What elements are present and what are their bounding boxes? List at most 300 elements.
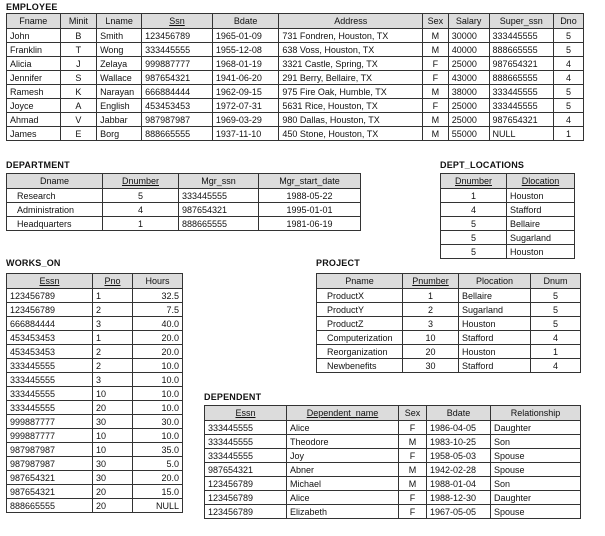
- cell: 453453453: [7, 345, 93, 359]
- cell: 987987987: [7, 443, 93, 457]
- employee-table: [6, 13, 584, 141]
- cell: 999887777: [7, 429, 93, 443]
- project-row: [317, 317, 581, 331]
- dependent-title: DEPENDENT: [204, 392, 262, 402]
- col-header: Sex: [399, 406, 427, 421]
- cell: 5.0: [133, 457, 183, 471]
- cell: 4: [553, 57, 583, 71]
- cell: 888665555: [489, 71, 553, 85]
- cell: Houston: [507, 245, 575, 259]
- cell: 5: [553, 43, 583, 57]
- cell: 1: [553, 127, 583, 141]
- cell: 3: [403, 317, 459, 331]
- works-on-header-row: [7, 274, 183, 289]
- cell: 1937-11-10: [212, 127, 278, 141]
- col-header-key: Essn: [205, 406, 287, 421]
- project-table: [316, 273, 581, 373]
- works-on-row: [7, 387, 183, 401]
- cell: 40000: [448, 43, 489, 57]
- cell: Michael: [287, 477, 399, 491]
- cell: 123456789: [205, 505, 287, 519]
- cell: 10: [93, 387, 133, 401]
- dependent-table: [204, 405, 581, 519]
- cell: 5: [531, 303, 581, 317]
- cell: 987654321: [205, 463, 287, 477]
- cell: 30.0: [133, 415, 183, 429]
- cell: 5: [103, 189, 179, 203]
- cell: M: [423, 85, 449, 99]
- cell: 1981-06-19: [259, 217, 361, 231]
- cell: Son: [491, 477, 581, 491]
- cell: NULL: [133, 499, 183, 513]
- project-header-row: [317, 274, 581, 289]
- cell: T: [60, 43, 96, 57]
- cell: 4: [441, 203, 507, 217]
- cell: Ahmad: [7, 113, 61, 127]
- employee-row: [7, 29, 584, 43]
- cell: Stafford: [507, 203, 575, 217]
- cell: Wong: [97, 43, 142, 57]
- project-row: [317, 331, 581, 345]
- cell: Zelaya: [97, 57, 142, 71]
- cell: Joyce: [7, 99, 61, 113]
- cell: 1: [403, 289, 459, 303]
- cell: 3: [93, 373, 133, 387]
- cell: Stafford: [459, 331, 531, 345]
- employee-title: EMPLOYEE: [6, 2, 58, 12]
- cell: 1965-01-09: [212, 29, 278, 43]
- cell: 30000: [448, 29, 489, 43]
- col-header-key: Dnumber: [441, 174, 507, 189]
- works-on-row: [7, 457, 183, 471]
- cell: 1972-07-31: [212, 99, 278, 113]
- cell: 20: [403, 345, 459, 359]
- cell: 333445555: [205, 449, 287, 463]
- cell: 333445555: [7, 359, 93, 373]
- cell: 5: [553, 29, 583, 43]
- cell: 999887777: [7, 415, 93, 429]
- col-header: Mgr_ssn: [179, 174, 259, 189]
- dependent-header-row: [205, 406, 581, 421]
- cell: M: [423, 29, 449, 43]
- cell: 333445555: [7, 387, 93, 401]
- dept-locations-title: DEPT_LOCATIONS: [440, 160, 525, 170]
- col-header: Minit: [60, 14, 96, 29]
- project-title: PROJECT: [316, 258, 360, 268]
- cell: Sugarland: [459, 303, 531, 317]
- cell: Alice: [287, 491, 399, 505]
- employee-row: [7, 113, 584, 127]
- cell: English: [97, 99, 142, 113]
- cell: 987987987: [142, 113, 213, 127]
- dependent-row: [205, 449, 581, 463]
- cell: 38000: [448, 85, 489, 99]
- cell: 15.0: [133, 485, 183, 499]
- cell: 333445555: [205, 435, 287, 449]
- cell: 32.5: [133, 289, 183, 303]
- cell: ProductX: [317, 289, 403, 303]
- cell: F: [399, 421, 427, 435]
- cell: 975 Fire Oak, Humble, TX: [279, 85, 423, 99]
- cell: Theodore: [287, 435, 399, 449]
- cell: 291 Berry, Bellaire, TX: [279, 71, 423, 85]
- cell: 666884444: [142, 85, 213, 99]
- cell: 123456789: [142, 29, 213, 43]
- cell: Smith: [97, 29, 142, 43]
- works-on-row: [7, 303, 183, 317]
- works-on-row: [7, 317, 183, 331]
- cell: Jabbar: [97, 113, 142, 127]
- cell: ProductZ: [317, 317, 403, 331]
- cell: 333445555: [489, 29, 553, 43]
- cell: Administration: [7, 203, 103, 217]
- project-row: [317, 359, 581, 373]
- cell: Spouse: [491, 505, 581, 519]
- cell: Ramesh: [7, 85, 61, 99]
- cell: 55000: [448, 127, 489, 141]
- cell: 2: [403, 303, 459, 317]
- cell: 10.0: [133, 387, 183, 401]
- cell: Houston: [459, 317, 531, 331]
- cell: 987654321: [7, 471, 93, 485]
- cell: 40.0: [133, 317, 183, 331]
- cell: 450 Stone, Houston, TX: [279, 127, 423, 141]
- dependent-row: [205, 463, 581, 477]
- cell: 333445555: [7, 373, 93, 387]
- cell: Son: [491, 435, 581, 449]
- cell: 638 Voss, Houston, TX: [279, 43, 423, 57]
- cell: 5: [553, 85, 583, 99]
- cell: 987654321: [142, 71, 213, 85]
- cell: 5: [531, 289, 581, 303]
- department-row: [7, 217, 361, 231]
- cell: M: [423, 127, 449, 141]
- cell: M: [399, 477, 427, 491]
- col-header: Bdate: [212, 14, 278, 29]
- dept-locations-header-row: [441, 174, 575, 189]
- cell: Stafford: [459, 359, 531, 373]
- cell: Narayan: [97, 85, 142, 99]
- cell: 20.0: [133, 331, 183, 345]
- cell: 333445555: [7, 401, 93, 415]
- works-on-row: [7, 331, 183, 345]
- col-header-key: Pno: [93, 274, 133, 289]
- cell: 1967-05-05: [427, 505, 491, 519]
- works-on-row: [7, 429, 183, 443]
- cell: 1962-09-15: [212, 85, 278, 99]
- col-header: Hours: [133, 274, 183, 289]
- cell: S: [60, 71, 96, 85]
- dependent-row: [205, 421, 581, 435]
- cell: Daughter: [491, 421, 581, 435]
- cell: 20.0: [133, 471, 183, 485]
- cell: Spouse: [491, 463, 581, 477]
- cell: A: [60, 99, 96, 113]
- col-header: Dname: [7, 174, 103, 189]
- department-row: [7, 189, 361, 203]
- cell: 5: [531, 317, 581, 331]
- cell: Bellaire: [459, 289, 531, 303]
- cell: 30: [93, 457, 133, 471]
- cell: 987654321: [179, 203, 259, 217]
- col-header: Sex: [423, 14, 449, 29]
- employee-row: [7, 71, 584, 85]
- employee-row: [7, 85, 584, 99]
- cell: 1942-02-28: [427, 463, 491, 477]
- dept-locations-row: [441, 245, 575, 259]
- cell: 1988-05-22: [259, 189, 361, 203]
- works-on-row: [7, 359, 183, 373]
- employee-header-row: [7, 14, 584, 29]
- cell: 333445555: [205, 421, 287, 435]
- cell: 10: [403, 331, 459, 345]
- cell: F: [423, 99, 449, 113]
- cell: 4: [553, 113, 583, 127]
- col-header: Super_ssn: [489, 14, 553, 29]
- cell: 30: [93, 415, 133, 429]
- cell: 980 Dallas, Houston, TX: [279, 113, 423, 127]
- cell: 1995-01-01: [259, 203, 361, 217]
- col-header-key: Ssn: [142, 14, 213, 29]
- cell: 10.0: [133, 401, 183, 415]
- cell: 1969-03-29: [212, 113, 278, 127]
- dependent-row: [205, 435, 581, 449]
- cell: 1: [531, 345, 581, 359]
- works-on-row: [7, 415, 183, 429]
- cell: M: [399, 435, 427, 449]
- cell: 123456789: [205, 491, 287, 505]
- cell: F: [399, 449, 427, 463]
- cell: 123456789: [7, 289, 93, 303]
- project-row: [317, 289, 581, 303]
- cell: Jennifer: [7, 71, 61, 85]
- cell: 5631 Rice, Houston, TX: [279, 99, 423, 113]
- cell: 1: [93, 289, 133, 303]
- cell: 888665555: [489, 43, 553, 57]
- cell: 4: [531, 331, 581, 345]
- cell: 1988-12-30: [427, 491, 491, 505]
- cell: 10.0: [133, 373, 183, 387]
- cell: 987654321: [489, 57, 553, 71]
- works-on-row: [7, 471, 183, 485]
- cell: 453453453: [7, 331, 93, 345]
- cell: Research: [7, 189, 103, 203]
- col-header: Mgr_start_date: [259, 174, 361, 189]
- col-header: Address: [279, 14, 423, 29]
- cell: Joy: [287, 449, 399, 463]
- works-on-row: [7, 443, 183, 457]
- cell: 888665555: [142, 127, 213, 141]
- cell: James: [7, 127, 61, 141]
- cell: 333445555: [489, 85, 553, 99]
- cell: 7.5: [133, 303, 183, 317]
- cell: 666884444: [7, 317, 93, 331]
- col-header: Pname: [317, 274, 403, 289]
- cell: Headquarters: [7, 217, 103, 231]
- cell: 888665555: [7, 499, 93, 513]
- employee-row: [7, 127, 584, 141]
- cell: 987654321: [7, 485, 93, 499]
- col-header: Salary: [448, 14, 489, 29]
- cell: 10: [93, 443, 133, 457]
- cell: Computerization: [317, 331, 403, 345]
- col-header: Fname: [7, 14, 61, 29]
- dept-locations-row: [441, 203, 575, 217]
- cell: Alice: [287, 421, 399, 435]
- cell: Abner: [287, 463, 399, 477]
- cell: 4: [553, 71, 583, 85]
- col-header: Plocation: [459, 274, 531, 289]
- cell: Wallace: [97, 71, 142, 85]
- works-on-table: [6, 273, 183, 513]
- works-on-row: [7, 345, 183, 359]
- department-row: [7, 203, 361, 217]
- cell: 1: [441, 189, 507, 203]
- col-header: Bdate: [427, 406, 491, 421]
- cell: Newbenefits: [317, 359, 403, 373]
- cell: 2: [93, 345, 133, 359]
- project-row: [317, 303, 581, 317]
- cell: 123456789: [205, 477, 287, 491]
- cell: Alicia: [7, 57, 61, 71]
- cell: M: [423, 113, 449, 127]
- cell: 3: [93, 317, 133, 331]
- cell: 1: [93, 331, 133, 345]
- cell: 1958-05-03: [427, 449, 491, 463]
- cell: Bellaire: [507, 217, 575, 231]
- cell: ProductY: [317, 303, 403, 317]
- cell: 30: [93, 471, 133, 485]
- cell: 20: [93, 401, 133, 415]
- dept-locations-row: [441, 217, 575, 231]
- cell: Borg: [97, 127, 142, 141]
- cell: 888665555: [179, 217, 259, 231]
- cell: 25000: [448, 57, 489, 71]
- cell: 4: [531, 359, 581, 373]
- cell: 10.0: [133, 429, 183, 443]
- cell: 5: [441, 217, 507, 231]
- cell: 43000: [448, 71, 489, 85]
- cell: F: [423, 57, 449, 71]
- department-title: DEPARTMENT: [6, 160, 70, 170]
- cell: 10.0: [133, 359, 183, 373]
- cell: Houston: [507, 189, 575, 203]
- cell: E: [60, 127, 96, 141]
- cell: J: [60, 57, 96, 71]
- cell: 25000: [448, 113, 489, 127]
- cell: 1988-01-04: [427, 477, 491, 491]
- cell: 333445555: [489, 99, 553, 113]
- cell: 987654321: [489, 113, 553, 127]
- cell: 731 Fondren, Houston, TX: [279, 29, 423, 43]
- cell: 35.0: [133, 443, 183, 457]
- department-table: [6, 173, 361, 231]
- dept-locations-table: [440, 173, 575, 259]
- col-header-key: Essn: [7, 274, 93, 289]
- cell: 1983-10-25: [427, 435, 491, 449]
- cell: 4: [103, 203, 179, 217]
- cell: 987987987: [7, 457, 93, 471]
- cell: Sugarland: [507, 231, 575, 245]
- cell: F: [423, 71, 449, 85]
- cell: Daughter: [491, 491, 581, 505]
- cell: 1955-12-08: [212, 43, 278, 57]
- works-on-row: [7, 373, 183, 387]
- works-on-row: [7, 485, 183, 499]
- cell: 20: [93, 499, 133, 513]
- dept-locations-row: [441, 189, 575, 203]
- col-header: Dno: [553, 14, 583, 29]
- cell: B: [60, 29, 96, 43]
- employee-row: [7, 43, 584, 57]
- cell: 999887777: [142, 57, 213, 71]
- employee-row: [7, 99, 584, 113]
- cell: 5: [553, 99, 583, 113]
- cell: 123456789: [7, 303, 93, 317]
- cell: 1941-06-20: [212, 71, 278, 85]
- cell: F: [399, 491, 427, 505]
- cell: 333445555: [179, 189, 259, 203]
- col-header-key: Dlocation: [507, 174, 575, 189]
- cell: F: [399, 505, 427, 519]
- cell: Houston: [459, 345, 531, 359]
- works-on-title: WORKS_ON: [6, 258, 61, 268]
- works-on-row: [7, 499, 183, 513]
- col-header: Dnum: [531, 274, 581, 289]
- dept-locations-row: [441, 231, 575, 245]
- cell: M: [399, 463, 427, 477]
- cell: 20: [93, 485, 133, 499]
- cell: Spouse: [491, 449, 581, 463]
- cell: K: [60, 85, 96, 99]
- works-on-row: [7, 289, 183, 303]
- cell: V: [60, 113, 96, 127]
- col-header: Lname: [97, 14, 142, 29]
- cell: 5: [441, 231, 507, 245]
- dependent-row: [205, 505, 581, 519]
- cell: 20.0: [133, 345, 183, 359]
- department-header-row: [7, 174, 361, 189]
- cell: 10: [93, 429, 133, 443]
- cell: 1: [103, 217, 179, 231]
- cell: 30: [403, 359, 459, 373]
- employee-row: [7, 57, 584, 71]
- cell: Elizabeth: [287, 505, 399, 519]
- cell: NULL: [489, 127, 553, 141]
- cell: 5: [441, 245, 507, 259]
- cell: 2: [93, 303, 133, 317]
- col-header: Relationship: [491, 406, 581, 421]
- cell: 25000: [448, 99, 489, 113]
- dependent-row: [205, 491, 581, 505]
- cell: 333445555: [142, 43, 213, 57]
- cell: 453453453: [142, 99, 213, 113]
- col-header-key: Dependent_name: [287, 406, 399, 421]
- cell: M: [423, 43, 449, 57]
- cell: Franklin: [7, 43, 61, 57]
- col-header-key: Dnumber: [103, 174, 179, 189]
- works-on-row: [7, 401, 183, 415]
- project-row: [317, 345, 581, 359]
- cell: Reorganization: [317, 345, 403, 359]
- col-header-key: Pnumber: [403, 274, 459, 289]
- cell: 3321 Castle, Spring, TX: [279, 57, 423, 71]
- cell: John: [7, 29, 61, 43]
- cell: 1968-01-19: [212, 57, 278, 71]
- cell: 2: [93, 359, 133, 373]
- dependent-row: [205, 477, 581, 491]
- cell: 1986-04-05: [427, 421, 491, 435]
